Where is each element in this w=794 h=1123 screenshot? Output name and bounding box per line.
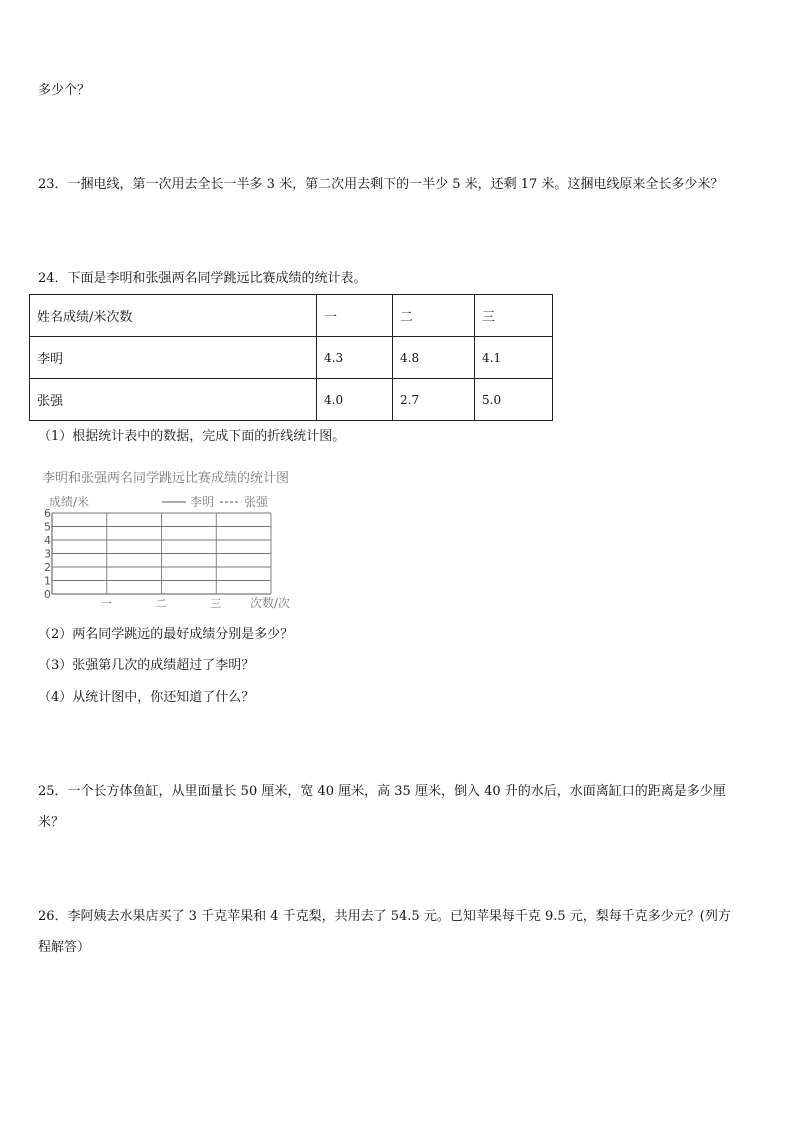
table-cell: 4.1 [475,337,553,379]
question-25-line-1: 25．一个长方体鱼缸，从里面量长 50 厘米，宽 40 厘米，高 35 厘米，倒入 40 升的水后，水面离缸口的距离是多少厘 [38,784,726,799]
legend-solid-label: 李明 [190,495,215,509]
legend-dashed-label: 张强 [244,495,269,509]
x-axis-label: 次数/次 [250,596,291,610]
x-tick-label: 二 [155,597,167,610]
table-header-cell: 姓名成绩/米次数 [30,295,317,337]
chart-title: 李明和张强两名同学跳远比赛成绩的统计图 [42,471,290,486]
y-tick-label: 0 [44,588,51,601]
table-header-cell: 二 [393,295,475,337]
table-row [30,337,553,379]
question-24-part-2: （2）两名同学跳远的最好成绩分别是多少？ [38,627,294,642]
chart-grid [52,513,271,594]
y-tick-label: 4 [44,534,51,547]
table-row [30,379,553,421]
x-tick-label: 一 [100,597,112,610]
question-25-line-2: 米？ [38,815,65,830]
prev-question-tail: 多少个？ [38,83,91,98]
x-tick-label: 三 [210,597,222,610]
table-cell: 2.7 [393,379,475,421]
y-tick-label: 6 [44,507,51,520]
table-cell: 5.0 [475,379,553,421]
question-24-intro: 24．下面是李明和张强两名同学跳远比赛成绩的统计表。 [38,271,367,286]
question-23: 23．一捆电线，第一次用去全长一半多 3 米，第二次用去剩下的一半少 5 米，还剩 17 米。这捆电线原来全长多少米？ [38,177,724,192]
y-tick-label: 5 [44,520,51,534]
question-26-line-2: 程解答） [38,940,91,955]
question-24-part-1: （1）根据统计表中的数据，完成下面的折线统计图。 [38,429,346,444]
y-tick-label: 1 [44,574,51,588]
table-cell: 李明 [30,337,317,379]
question-24-part-3: （3）张强第几次的成绩超过了李明？ [38,658,255,673]
y-tick-label: 2 [44,561,51,574]
y-tick-label: 3 [44,547,51,561]
table-header-cell: 三 [475,295,553,337]
table-cell: 4.8 [393,337,475,379]
table-cell: 4.0 [317,379,393,421]
y-axis-label: 成绩/米 [49,495,90,509]
x-tick-labels [101,597,222,610]
table-header-row [30,295,553,337]
score-table [29,294,553,421]
question-24-part-4: （4）从统计图中，你还知道了什么？ [38,690,255,705]
table-header-cell: 一 [317,295,393,337]
table-cell: 4.3 [317,337,393,379]
line-chart [34,462,324,612]
y-tick-labels [44,507,51,601]
table-cell: 张强 [30,379,317,421]
question-26-line-1: 26．李阿姨去水果店买了 3 千克苹果和 4 千克梨，共用去了 54.5 元。已知苹果每千克 9.5 元，梨每千克多少元？(列方 [38,909,731,924]
